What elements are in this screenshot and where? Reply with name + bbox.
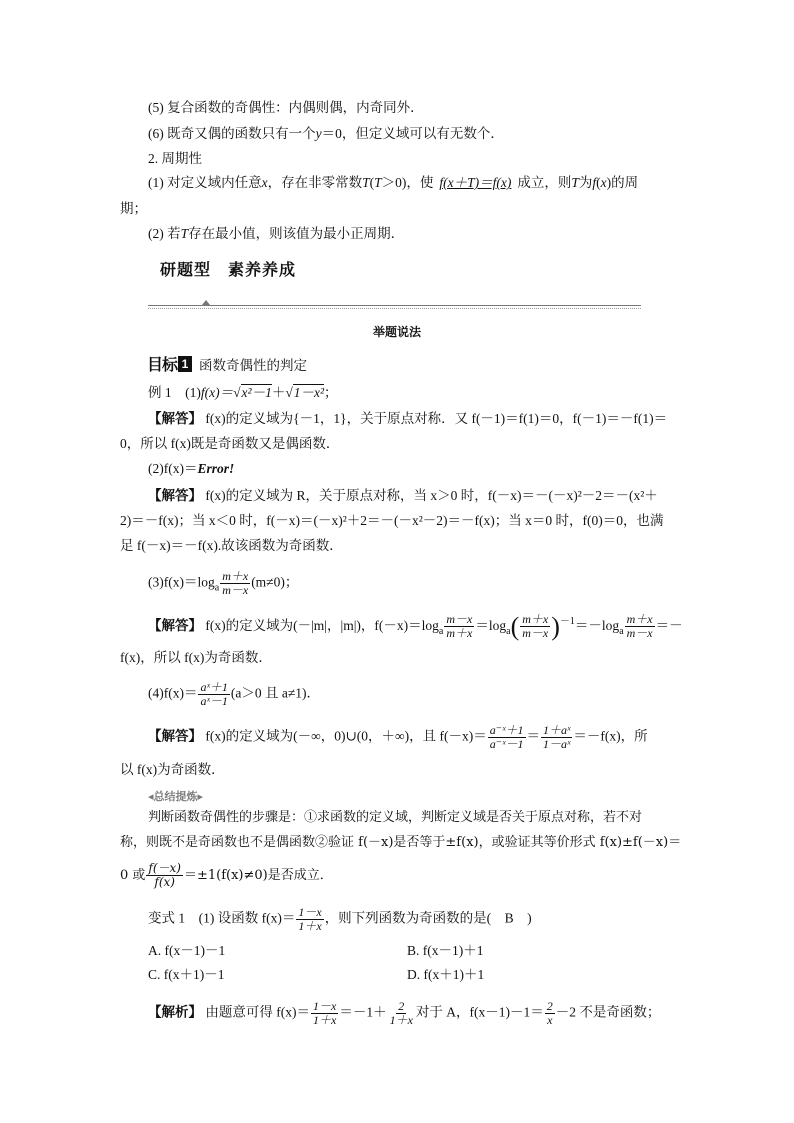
fraction [488, 724, 526, 751]
denominator: 1＋x [298, 919, 322, 933]
denominator: 1＋x [313, 1013, 337, 1027]
numerator: aˣ＋1 [200, 680, 228, 694]
answer-tag: 【解答】 [148, 618, 202, 633]
line-part: 成立，则 [517, 175, 572, 190]
subscript: a [214, 582, 220, 594]
line-part: T [362, 175, 370, 190]
formula-part: (4)f(x)＝ [148, 685, 198, 701]
numerator: 1＋aˣ [543, 723, 571, 737]
answer-line [148, 409, 667, 429]
answer-text: 足 f(－x)＝－f(x).故该函数为奇函数． [120, 538, 343, 553]
line-part: T [374, 175, 382, 190]
numerator: 2 [546, 999, 553, 1013]
fraction [625, 613, 655, 640]
denominator: x [547, 1013, 553, 1027]
line-part: x [600, 175, 607, 190]
answer-line [120, 511, 664, 531]
line-part: ＞0)，使 [381, 175, 434, 190]
answer-line [120, 434, 339, 454]
answer-line [120, 648, 272, 668]
denominator: 1－aˣ [543, 737, 571, 751]
answer-line [120, 536, 343, 556]
formula-part: (m≠0)； [251, 574, 299, 590]
summary-text: 称，则既不是奇函数也不是偶函数②验证 f(－x)是否等于±f(x)，或验证其等价形式 f(x)±f(－x)＝ [120, 835, 682, 850]
denominator: a⁻ˣ－1 [489, 737, 524, 751]
line-part: (6) 既奇又偶的函数只有一个 [148, 126, 316, 141]
fraction [146, 862, 183, 889]
denominator: f(x) [154, 875, 175, 889]
answer-line [148, 486, 658, 506]
answer-line [148, 724, 648, 751]
text-line [120, 199, 147, 219]
answer-text: 2)＝－f(x)；当 x＜0 时，f(－x)＝(－x)²＋2＝－(－x²－2)＝－f(x)；当 x＝0 时，f(0)＝0，也满 [120, 513, 664, 528]
summary-text: ＝±1(f(x)≠0)是否成立． [183, 868, 333, 883]
denominator: m＋x [446, 626, 473, 641]
formula-part: (3)f(x)＝log [148, 574, 215, 590]
formula-part: ＝－ [655, 618, 683, 633]
line-text: 期； [120, 201, 147, 216]
fraction [220, 570, 250, 597]
line-part: ＝0，但定义域可以有无数个． [321, 126, 504, 141]
denominator: m－x [626, 626, 653, 641]
numerator: f(－x) [148, 861, 181, 875]
variant-text: ，则下列函数为奇函数的是( B ) [324, 910, 532, 926]
variant-text: 变式 1 (1) 设函数 f(x)＝ [148, 910, 296, 926]
goal-number: 1 [178, 356, 192, 372]
denominator: m－x [522, 626, 549, 641]
formula-part: ＋ [271, 385, 286, 400]
numerator: 1－x [298, 905, 322, 919]
numerator: m＋x [522, 612, 549, 627]
formula-part: ＝－log [574, 618, 620, 633]
line-part: x [261, 175, 268, 190]
fraction [444, 613, 474, 640]
divider-triangle [202, 300, 210, 305]
line-part: 为 [578, 175, 593, 190]
formula-part: ； [324, 385, 338, 400]
goal-heading [147, 355, 307, 372]
line-text: (5) 复合函数的奇偶性：内偶则偶，内奇同外． [148, 100, 424, 115]
answer-text: ＝－f(x)，所 [573, 728, 648, 744]
variant-line [148, 906, 532, 933]
line-part: ( [596, 175, 601, 190]
fraction [198, 681, 229, 708]
line-part: T [571, 175, 579, 190]
radical: x²－1 [241, 385, 272, 400]
explanation-text: 对于 A，f(x－1)－1＝ [415, 1004, 544, 1020]
exponent: －1 [559, 616, 575, 627]
line-part: ( [369, 175, 375, 190]
numerator: m＋x [222, 569, 249, 583]
answer-tag: 【解答】 [148, 728, 202, 744]
denominator: 1＋x [389, 1013, 413, 1027]
fraction [311, 1000, 338, 1027]
text-line [148, 98, 424, 118]
explanation-tag: 【解析】 [148, 1004, 202, 1020]
text-line [148, 124, 504, 144]
fraction [545, 1000, 555, 1027]
formula-part: ＝log [475, 618, 507, 633]
answer-line: 【解答】 f(x)的定义域为(－|m|，|m|)，$f(-x)=\log_a$ $\frac{m-x}{m+x}$ $=\log_a$( $\frac{m+x}{m-x}$ )$^{-1}=-\log_a$ $\frac{m+x}{m-x}$ ＝－ [148, 611, 683, 641]
line-text: 2. 周期性 [148, 151, 202, 166]
denominator: aˣ－1 [200, 694, 228, 708]
answer-line [120, 760, 225, 780]
summary-tag: ◂总结提炼▸ [148, 791, 204, 803]
option-d: D. f(x＋1)＋1 [407, 967, 485, 982]
example-label: 例 1 (1) [148, 385, 201, 400]
answer-text: f(x)的定义域为{－1，1}，关于原点对称．又 f(－1)＝f(1)＝0，f(－1)＝－f(1)＝ [205, 411, 668, 426]
summary-text: 判断函数奇偶性的步骤是：①求函数的定义域，判断定义域是否关于原点对称，若不对 [148, 810, 643, 825]
answer-tag: 【解答】 [148, 411, 202, 426]
formula-part: f(x)＝ [200, 385, 234, 400]
subscript: a [506, 626, 511, 637]
line-part: f [592, 175, 597, 190]
formula-part: (a＞0 且 a≠1)． [230, 685, 321, 701]
explanation-text: 由题意可得 f(x)＝ [205, 1004, 310, 1020]
answer-text: f(x)的定义域为(－∞，0)∪(0，＋∞)，且 f(－x)＝ [205, 728, 487, 744]
denominator: m－x [222, 583, 249, 597]
line-part: ，存在非零常数 [267, 175, 363, 190]
option-a: A. f(x－1)－1 [148, 943, 226, 958]
subsection-heading [148, 149, 202, 169]
answer-text: 0，所以 f(x)既是奇函数又是偶函数． [120, 436, 340, 451]
answer-text: 以 f(x)为奇函数． [120, 762, 225, 777]
example-line: 例 1 (1)f(x)＝√x²－1＋√1－x²； [148, 385, 338, 400]
numerator: m＋x [626, 612, 653, 627]
fill-blank-answer: f(x＋T)＝f(x) [439, 175, 512, 190]
goal-label: 目标 [147, 357, 178, 374]
answer-text: f(x)的定义域为 R，关于原点对称，当 x＞0 时，f(－x)＝－(－x)²－2＝－(x²＋ [205, 488, 658, 503]
numerator: 1－x [313, 999, 337, 1013]
explanation-text: ＝－1＋ [339, 1004, 387, 1020]
subscript: a [619, 626, 624, 637]
radical: 1－x² [293, 385, 325, 400]
subheading: 举题说法 [372, 325, 421, 339]
divider [148, 308, 641, 309]
option-b: B. f(x－1)＋1 [407, 943, 484, 958]
formula-part: ＝ [526, 728, 540, 744]
option-c: C. f(x＋1)－1 [148, 967, 225, 982]
text-line [148, 224, 404, 244]
fraction [388, 1000, 415, 1027]
fraction [296, 906, 323, 933]
example-line [148, 681, 320, 708]
numerator: a⁻ˣ＋1 [489, 723, 524, 737]
line-part: (1) 对定义域内任意 [148, 175, 262, 190]
section-title: 研题型 素养养成 [160, 262, 297, 279]
summary-line [148, 808, 642, 828]
numerator: m－x [446, 612, 473, 627]
summary-text: 0 或 [120, 868, 146, 883]
text-line [148, 173, 638, 193]
answer-text: f(x)，所以 f(x)为奇函数． [120, 650, 272, 665]
explanation-line [148, 1000, 660, 1027]
goal-text: 函数奇偶性的判定 [199, 357, 308, 373]
formula-part: (2)f(x)＝ [148, 461, 198, 476]
answer-tag: 【解答】 [148, 488, 202, 503]
summary-line [120, 833, 681, 853]
line-part: )的周 [606, 175, 639, 190]
subscript: a [438, 626, 444, 637]
example-line [148, 459, 234, 479]
line-part: 存在最小值，则该值为最小正周期． [188, 226, 405, 241]
line-part: y [315, 126, 322, 141]
error-text: Error! [197, 461, 235, 476]
line-part: T [180, 226, 189, 241]
numerator: 2 [398, 999, 405, 1013]
explanation-text: －2 不是奇函数； [555, 1004, 661, 1020]
fraction [520, 613, 550, 640]
answer-text: f(x)的定义域为(－|m|，|m|)，f(－x)＝log [205, 618, 439, 633]
fraction [541, 724, 572, 751]
line-part: (2) 若 [148, 226, 181, 241]
example-line [148, 570, 298, 599]
summary-line [120, 862, 333, 889]
divider [148, 305, 641, 306]
